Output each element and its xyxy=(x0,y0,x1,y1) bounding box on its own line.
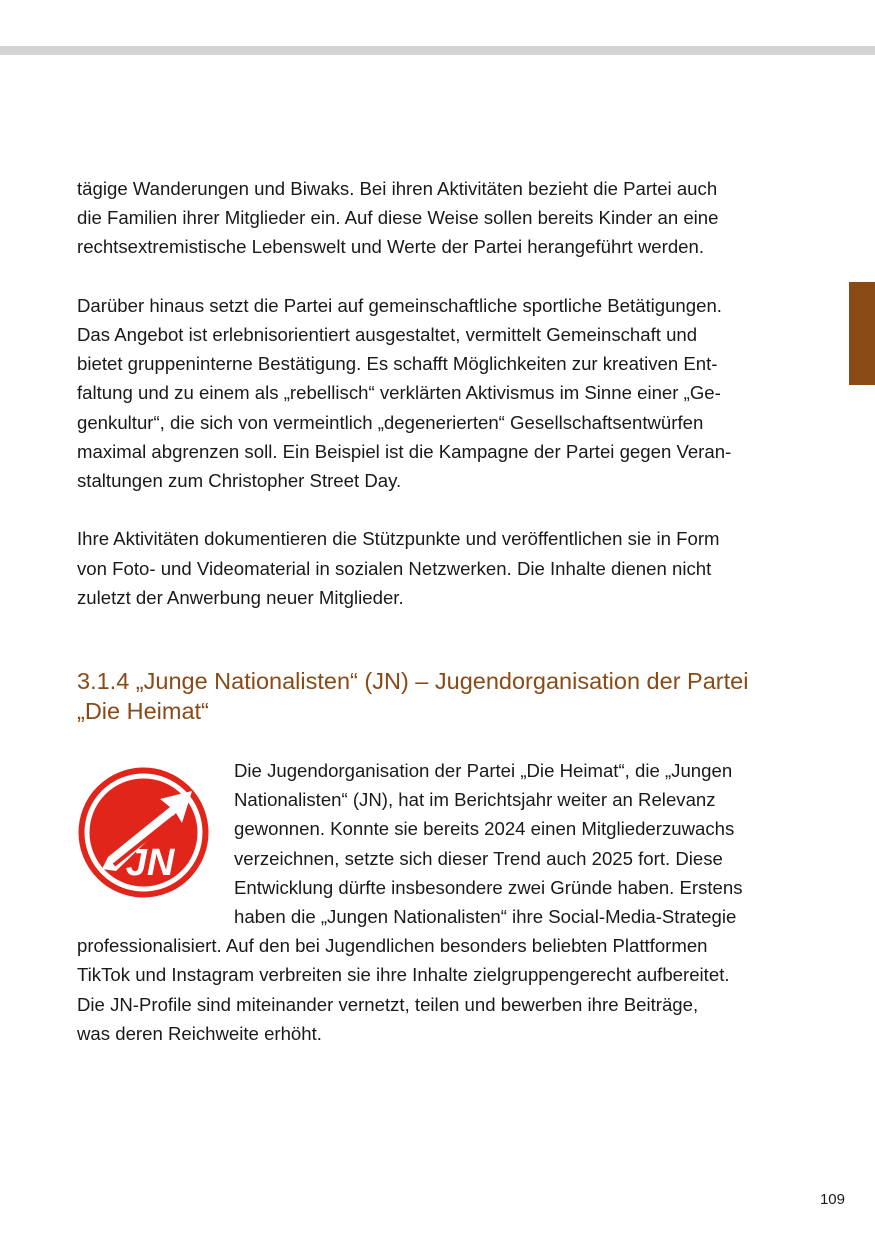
paragraph-sports xyxy=(77,291,807,495)
text-line: Ihre Aktivitäten dokumentieren die Stützpunkte und veröffentlichen sie in Form xyxy=(77,528,720,550)
text-line: Darüber hinaus setzt die Partei auf gemeinschaftliche sportliche Betätigungen. xyxy=(77,294,722,316)
text-line: gewonnen. Konnte sie bereits 2024 einen Mitgliederzuwachs xyxy=(234,818,735,840)
text-line: was deren Reichweite erhöht. xyxy=(77,1022,322,1044)
text-line: bietet gruppeninterne Bestätigung. Es schafft Möglichkeiten zur kreativen Ent- xyxy=(77,353,718,375)
text-line: Das Angebot ist erlebnisorientiert ausgestaltet, vermittelt Gemeinschaft und xyxy=(77,324,698,345)
text-line: Die Jugendorganisation der Partei „Die Heimat“, die „Jungen xyxy=(234,760,733,781)
page-number: 109 xyxy=(819,1191,845,1208)
text-line: Die JN-Profile sind miteinander vernetzt, teilen und bewerben ihre Beiträge, xyxy=(77,993,699,1015)
paragraph-activities xyxy=(77,174,807,262)
text-line: verzeichnen, setzte sich dieser Trend auch 2025 fort. Diese xyxy=(234,847,723,869)
text-line: von Foto- und Videomaterial in sozialen Netzwerken. Die Inhalte dienen nicht xyxy=(77,557,712,579)
text-line: Nationalisten“ (JN), hat im Berichtsjahr weiter an Relevanz xyxy=(234,789,716,811)
paragraph-documentation xyxy=(77,524,807,612)
jn-body-text xyxy=(77,756,807,1048)
text-line: Entwicklung dürfte insbesondere zwei Gründe haben. Erstens xyxy=(234,876,743,898)
logo-text: JN xyxy=(125,842,175,884)
text-line: rechtsextremistische Lebenswelt und Werte der Partei herangeführt werden. xyxy=(77,236,705,258)
text-line: zuletzt der Anwerbung neuer Mitglieder. xyxy=(77,586,404,608)
text-line: faltung und zu einem als „rebellisch“ verklärten Aktivismus im Sinne einer „Ge- xyxy=(77,382,721,404)
text-line: maximal abgrenzen soll. Ein Beispiel ist die Kampagne der Partei gegen Veran- xyxy=(77,440,732,462)
text-line: haben die „Jungen Nationalisten“ ihre Social-Media-Strategie xyxy=(234,906,737,928)
section-heading xyxy=(77,667,817,726)
text-line: tägige Wanderungen und Biwaks. Bei ihren Aktivitäten bezieht die Partei auch xyxy=(77,178,718,199)
text-line: TikTok und Instagram verbreiten sie ihre Inhalte zielgruppengerecht aufbereitet. xyxy=(77,964,730,986)
body-text xyxy=(77,174,807,612)
text-line: genkultur“, die sich von vermeintlich „degenerierten“ Gesellschaftsentwürfen xyxy=(77,411,704,433)
header-rule xyxy=(0,46,875,55)
heading-line: „Die Heimat“ xyxy=(77,697,209,724)
chapter-tab-marker xyxy=(849,282,875,385)
text-line: staltungen zum Christopher Street Day. xyxy=(77,470,402,492)
text-line: professionalisiert. Auf den bei Jugendlichen besonders beliebten Plattformen xyxy=(77,935,708,957)
text-line: die Familien ihrer Mitglieder ein. Auf diese Weise sollen bereits Kinder an eine xyxy=(77,207,719,229)
heading-line: 3.1.4 „Junge Nationalisten“ (JN) – Jugendorganisation der Partei xyxy=(77,668,749,694)
